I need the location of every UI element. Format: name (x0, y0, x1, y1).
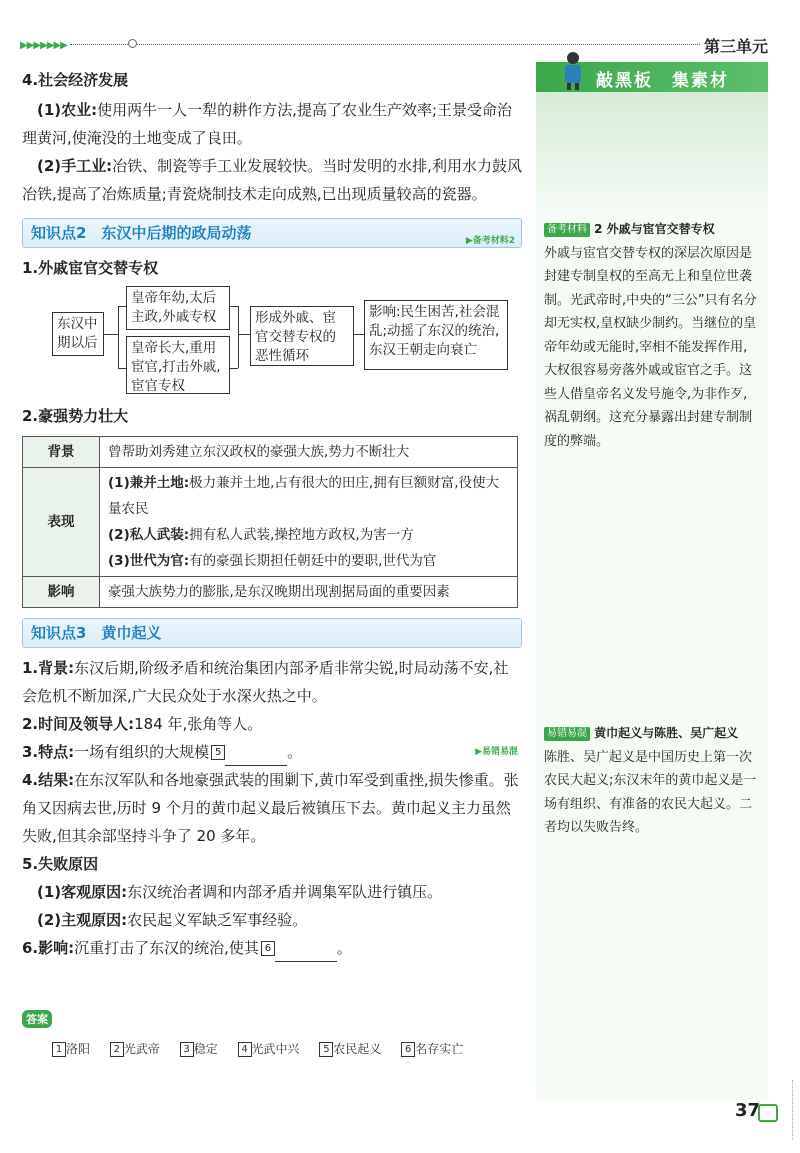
header-circle (128, 39, 137, 48)
mistake-tag: 易错易混 (544, 727, 590, 741)
sidebar-note-easy-mistake (544, 722, 760, 840)
table-value-background: 曾帮助刘秀建立东汉政权的豪强大族,势力不断壮大 (100, 437, 518, 468)
answer-item: 2 光武帝 (108, 1042, 160, 1056)
answer-list (50, 1040, 477, 1057)
header-rule (70, 44, 700, 45)
fill-blank-6[interactable] (275, 943, 337, 962)
flow-connector (230, 368, 238, 369)
knowledge-point-3-bar (22, 618, 522, 648)
manifestation-item-2: (2)私人武装:拥有私人武装,操控地方政权,为害一方 (108, 527, 414, 543)
manifestation-item-1: (1)兼并土地:极力兼并土地,占有很大的田庄,拥有巨额财富,役使大量农民 (108, 475, 500, 517)
failure-reason-heading: 5.失败原因 (22, 855, 99, 873)
flow-box-empress-regency: 皇帝年幼,太后主政,外戚专权 (126, 286, 230, 330)
answer-item: 3 稳定 (178, 1042, 218, 1056)
table-row (23, 437, 518, 468)
yellow-turban-time-leader: 2.时间及领导人:184 年,张角等人。 (22, 715, 263, 733)
blank-number-5: 5 (211, 745, 225, 760)
yellow-turban-result: 4.结果:在东汉军队和各地豪强武装的围剿下,黄巾军受到重挫,损失惨重。张角又因病去世,历时 9 个月的黄巾起义最后被镇压下去。黄巾起义主力虽然失败,但其余部坚持斗争了 20 多年。 (22, 771, 519, 845)
manifestation-item-3: (3)世代为官:有的豪强长期担任朝廷中的要职,世代为官 (108, 553, 437, 569)
book-icon (758, 1104, 778, 1122)
answer-key-icon: 答案 (22, 1010, 52, 1028)
handicraft-paragraph: (2)手工业:冶铁、制瓷等手工业发展较快。当时发明的水排,利用水力鼓风冶铁,提高了冶炼质量;青瓷烧制技术走向成熟,已出现质量较高的瓷器。 (22, 157, 522, 203)
flow-box-vicious-cycle: 形成外戚、宦官交替专权的恶性循环 (250, 306, 354, 366)
knowledge-point-2-bar (22, 218, 522, 248)
flow-connector (238, 334, 250, 335)
subjective-reason: (2)主观原因:农民起义军缺乏军事经验。 (37, 911, 308, 929)
main-column (22, 60, 522, 962)
knowledge-point-3-title: 知识点3 黄巾起义 (31, 624, 162, 642)
blank-number-6: 6 (261, 941, 275, 956)
reference-material-2-link[interactable]: ▶备考材料2 (465, 236, 515, 246)
power-struggle-flowchart (22, 286, 522, 396)
flow-connector (354, 334, 364, 335)
magnate-power-table (22, 436, 518, 608)
yellow-turban-influence: 6.影响:沉重打击了东汉的统治,使其 6 。 (22, 934, 522, 962)
table-key-background: 背景 (23, 437, 100, 468)
flow-connector (230, 306, 238, 307)
sidebar-background (536, 60, 768, 1100)
yellow-turban-background: 1.背景:东汉后期,阶级矛盾和统治集团内部矛盾非常尖锐,时局动荡不安,社会危机不断加深,广大民众处于水深火热之中。 (22, 659, 509, 705)
table-key-influence: 影响 (23, 577, 100, 608)
sidebar-note-material-2 (544, 218, 760, 453)
flow-connector (118, 368, 126, 369)
header-arrows: ▶▶▶▶▶▶▶ (20, 40, 67, 51)
unit-title: 第三单元 (703, 37, 768, 56)
table-row (23, 468, 518, 577)
fill-blank-5[interactable] (225, 747, 287, 766)
sidebar-note-body: 外戚与宦官交替专权的深层次原因是封建专制皇权的至高无上和皇位世袭制。光武帝时,中央的“三公”只有名分却无实权,皇权缺少制约。当继位的皇帝年幼或无能时,宰相不能发挥作用,大权很容易旁落外戚或宦官之手。这些人借皇帝名义发号施令,为非作歹,祸乱朝纲。这充分暴露出封建专制制度的弊端。 (544, 245, 757, 449)
sidebar-banner-text: 敲黑板 集素材 (596, 71, 729, 91)
answer-item: 1 洛阳 (50, 1042, 90, 1056)
answer-item: 6 名存实亡 (399, 1042, 463, 1056)
sidebar-fade (536, 92, 768, 212)
sidebar-note-header: 备考材料 2 外戚与宦官交替专权 (544, 218, 760, 242)
table-row (23, 577, 518, 608)
sidebar-note-body: 陈胜、吴广起义是中国历史上第一次农民大起义;东汉末年的黄巾起义是一场有组织、有准备的农民大起义。二者均以失败告终。 (544, 749, 757, 835)
flow-connector (238, 306, 239, 368)
flow-box-effect: 影响:民生困苦,社会混乱;动摇了东汉的统治,东汉王朝走向衰亡 (364, 300, 508, 370)
table-value-manifestation (100, 468, 518, 577)
table-value-influence: 豪强大族势力的膨胀,是东汉晚期出现割据局面的重要因素 (100, 577, 518, 608)
subsection-1-heading: 1.外戚宦官交替专权 (22, 259, 159, 277)
yellow-turban-feature: 3.特点:一场有组织的大规模 5 。 ▶易错易混 (22, 738, 522, 766)
subsection-2-heading: 2.豪强势力壮大 (22, 407, 129, 425)
flow-box-eunuch-power: 皇帝长大,重用宦官,打击外戚,宦官专权 (126, 336, 230, 394)
answer-item: 5 农民起义 (317, 1042, 381, 1056)
teacher-icon (558, 50, 588, 90)
page-number: 37 (734, 1100, 760, 1121)
agriculture-paragraph: (1)农业:使用两牛一人一犁的耕作方法,提高了农业生产效率;王景受命治理黄河,使淹没的土地变成了良田。 (22, 101, 512, 147)
flow-connector (104, 334, 118, 335)
section-4-heading: 4.社会经济发展 (22, 71, 129, 89)
knowledge-point-2-title: 知识点2 东汉中后期的政局动荡 (31, 224, 252, 242)
easy-mistake-link[interactable]: ▶易错易混 (475, 747, 518, 757)
sidebar-note-header: 易错易混 黄巾起义与陈胜、吴广起义 (544, 722, 760, 746)
flow-connector (118, 306, 119, 368)
objective-reason: (1)客观原因:东汉统治者调和内部矛盾并调集军队进行镇压。 (37, 883, 443, 901)
flow-connector (118, 306, 126, 307)
material-tag: 备考材料 (544, 223, 590, 237)
answer-item: 4 光武中兴 (236, 1042, 300, 1056)
table-key-manifestation: 表现 (23, 468, 100, 577)
flow-root-box: 东汉中期以后 (52, 312, 104, 356)
